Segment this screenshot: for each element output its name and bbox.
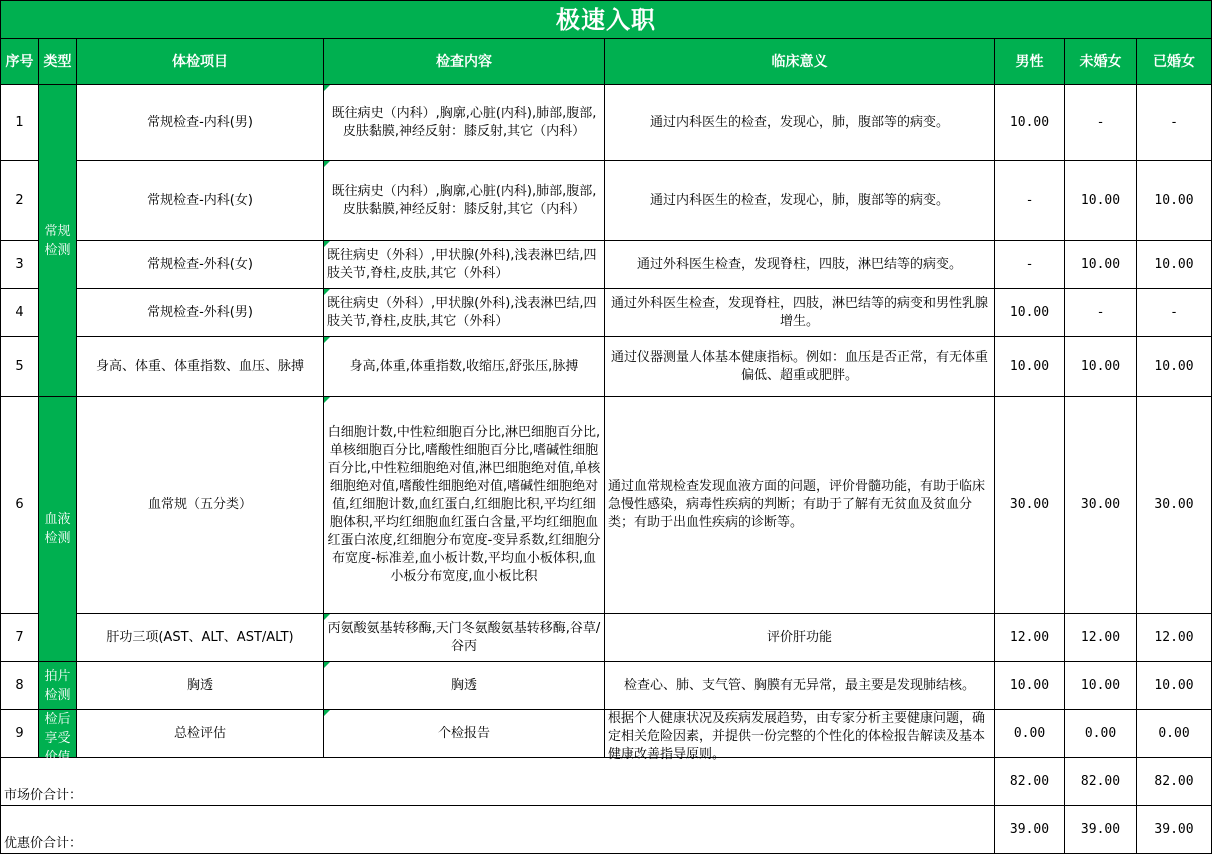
row-item: 身高、体重、体重指数、血压、脉搏: [77, 337, 324, 397]
row-content: 既往病史（内科）,胸廓,心脏(内科),肺部,腹部,皮肤黏膜,神经反射：膝反射,其它（内科）: [324, 161, 605, 241]
row-content: 既往病史（外科）,甲状腺(外科),浅表淋巴结,四肢关节,脊柱,皮肤,其它（外科）: [324, 289, 605, 337]
market-total-label: 市场价合计：: [1, 758, 995, 806]
row-price-married-female: 12.00: [1137, 614, 1212, 662]
row-item: 常规检查-内科(女): [77, 161, 324, 241]
row-price-married-female: -: [1137, 85, 1212, 161]
table-header-row: [1, 39, 1212, 85]
row-content: 既往病史（外科）,甲状腺(外科),浅表淋巴结,四肢关节,脊柱,皮肤,其它（外科）: [324, 241, 605, 289]
row-price-male: 10.00: [995, 662, 1065, 710]
row-index: 1: [1, 85, 39, 161]
row-price-unmarried-female: 12.00: [1065, 614, 1137, 662]
discount-total-married-female: 39.00: [1137, 806, 1212, 854]
row-content: 胸透: [324, 662, 605, 710]
row-meaning: 通过仪器测量人体基本健康指标。例如：血压是否正常，有无体重偏低、超重或肥胖。: [605, 337, 995, 397]
category-blood: 血液检测: [39, 397, 77, 662]
row-item: 常规检查-外科(女): [77, 241, 324, 289]
row-content: 白细胞计数,中性粒细胞百分比,淋巴细胞百分比,单核细胞百分比,嗜酸性细胞百分比,嗜碱性细胞百分比,中性粒细胞绝对值,淋巴细胞绝对值,单核细胞绝对值,嗜酸性细胞绝对值,嗜碱性细胞绝对值,红细胞计数,血红蛋白,红细胞比积,平均红细胞体积,平均红细胞血红蛋白含量,平均红细胞血红蛋白浓度,红细胞分布宽度-变异系数,红细胞分布宽度-标准差,血小板计数,平均血小板体积,血小板分布宽度,血小板比积: [324, 397, 605, 614]
table-row: [1, 85, 1212, 161]
row-price-unmarried-female: -: [1065, 85, 1137, 161]
row-price-married-female: 0.00: [1137, 710, 1212, 758]
row-price-married-female: -: [1137, 289, 1212, 337]
row-price-married-female: 10.00: [1137, 662, 1212, 710]
row-price-male: -: [995, 241, 1065, 289]
category-routine: 常规检测: [39, 85, 77, 397]
row-price-unmarried-female: 10.00: [1065, 662, 1137, 710]
row-meaning: 通过外科医生检查，发现脊柱，四肢，淋巴结等的病变。: [605, 241, 995, 289]
table-row: [1, 241, 1212, 289]
row-price-married-female: 30.00: [1137, 397, 1212, 614]
header-index: 序号: [1, 39, 39, 85]
row-meaning: 根据个人健康状况及疾病发展趋势，由专家分析主要健康问题，确定相关危险因素，并提供一份完整的个性化的体检报告解读及基本健康改善指导原则。: [608, 711, 986, 762]
page-title: 极速入职: [1, 1, 1212, 39]
header-type: 类型: [39, 39, 77, 85]
row-content: 个检报告: [324, 710, 605, 758]
discount-total-label: 优惠价合计：: [1, 806, 995, 854]
row-index: 7: [1, 614, 39, 662]
category-xray: 拍片检测: [39, 662, 77, 710]
row-price-unmarried-female: -: [1065, 289, 1137, 337]
row-price-married-female: 10.00: [1137, 241, 1212, 289]
row-index: 8: [1, 662, 39, 710]
row-content: 既往病史（内科）,胸廓,心脏(内科),肺部,腹部,皮肤黏膜,神经反射：膝反射,其它（内科）: [324, 85, 605, 161]
table-row: [1, 337, 1212, 397]
header-unmarried-female: 未婚女: [1065, 39, 1137, 85]
row-price-married-female: 10.00: [1137, 161, 1212, 241]
row-meaning: 检查心、肺、支气管、胸膜有无异常，最主要是发现肺结核。: [605, 662, 995, 710]
row-price-married-female: 10.00: [1137, 337, 1212, 397]
row-price-male: 12.00: [995, 614, 1065, 662]
header-male: 男性: [995, 39, 1065, 85]
table-row: [1, 161, 1212, 241]
header-content: 检查内容: [324, 39, 605, 85]
row-price-male: 10.00: [995, 85, 1065, 161]
market-total-male: 82.00: [995, 758, 1065, 806]
row-price-male: 30.00: [995, 397, 1065, 614]
row-content: 身高,体重,体重指数,收缩压,舒张压,脉搏: [324, 337, 605, 397]
row-index: 3: [1, 241, 39, 289]
row-index: 6: [1, 397, 39, 614]
table-row: [1, 397, 1212, 614]
row-index: 2: [1, 161, 39, 241]
category-after: 检后享受价值: [44, 712, 71, 765]
table-row: [1, 614, 1212, 662]
row-price-male: 10.00: [995, 337, 1065, 397]
row-item: 总检评估: [77, 710, 324, 758]
market-total-row: [1, 758, 1212, 806]
row-price-unmarried-female: 30.00: [1065, 397, 1137, 614]
discount-total-male: 39.00: [995, 806, 1065, 854]
table-row: [1, 662, 1212, 710]
row-content: 丙氨酸氨基转移酶,天门冬氨酸氨基转移酶,谷草/谷丙: [324, 614, 605, 662]
row-price-male: 0.00: [995, 710, 1065, 758]
row-item: 常规检查-外科(男): [77, 289, 324, 337]
market-total-married-female: 82.00: [1137, 758, 1212, 806]
table-row: [1, 289, 1212, 337]
row-price-male: 10.00: [995, 289, 1065, 337]
table-row: [1, 710, 1212, 758]
row-meaning: 评价肝功能: [605, 614, 995, 662]
row-price-unmarried-female: 10.00: [1065, 337, 1137, 397]
market-total-unmarried-female: 82.00: [1065, 758, 1137, 806]
row-meaning: 通过外科医生检查，发现脊柱，四肢，淋巴结等的病变和男性乳腺增生。: [605, 289, 995, 337]
row-price-male: -: [995, 161, 1065, 241]
header-item: 体检项目: [77, 39, 324, 85]
row-meaning: 通过内科医生的检查，发现心，肺，腹部等的病变。: [605, 161, 995, 241]
row-item: 肝功三项(AST、ALT、AST/ALT): [77, 614, 324, 662]
header-meaning: 临床意义: [605, 39, 995, 85]
discount-total-row: [1, 806, 1212, 854]
row-price-unmarried-female: 10.00: [1065, 241, 1137, 289]
row-item: 胸透: [77, 662, 324, 710]
row-index: 9: [1, 710, 39, 758]
row-meaning: 通过内科医生的检查，发现心，肺，腹部等的病变。: [605, 85, 995, 161]
row-index: 4: [1, 289, 39, 337]
row-price-unmarried-female: 0.00: [1065, 710, 1137, 758]
row-price-unmarried-female: 10.00: [1065, 161, 1137, 241]
row-index: 5: [1, 337, 39, 397]
row-item: 常规检查-内科(男): [77, 85, 324, 161]
row-item: 血常规（五分类）: [77, 397, 324, 614]
header-married-female: 已婚女: [1137, 39, 1212, 85]
row-meaning: 通过血常规检查发现血液方面的问题，评价骨髓功能，有助于临床急慢性感染，病毒性疾病的判断；有助于了解有无贫血及贫血分类；有助于出血性疾病的诊断等。: [605, 397, 995, 614]
discount-total-unmarried-female: 39.00: [1065, 806, 1137, 854]
